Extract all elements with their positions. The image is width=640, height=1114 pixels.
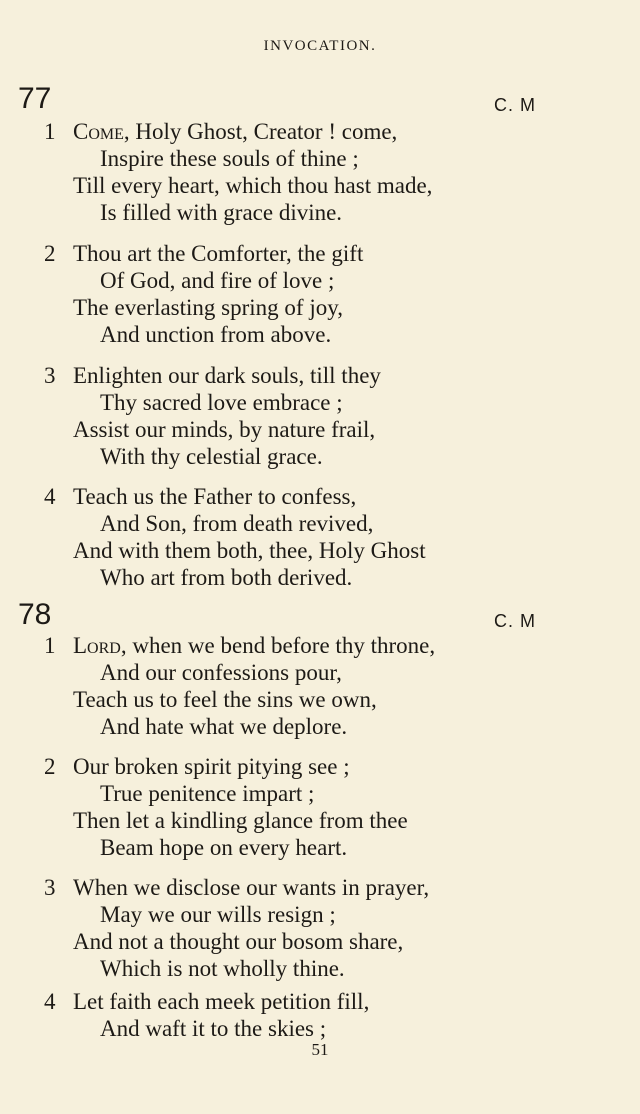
verse-line [0, 389, 640, 416]
verse-line [0, 1015, 640, 1042]
verse-text: And not a thought our bosom share, [73, 929, 404, 954]
hymn-header [0, 82, 640, 122]
verse-text-rest: Enlighten our dark souls, till they [73, 363, 381, 388]
verse-line [0, 686, 640, 713]
verse-line [0, 874, 640, 901]
verse-line [0, 834, 640, 861]
stanza [0, 874, 640, 982]
verse-text [73, 988, 369, 1015]
verse-text: And with them both, thee, Holy Ghost [73, 538, 426, 563]
verse-lead-word: Lord, [73, 633, 127, 658]
verse-text [73, 483, 356, 510]
verse-text: Teach us to feel the sins we own, [73, 687, 377, 712]
verse-text [73, 240, 363, 267]
verse-line [0, 901, 640, 928]
verse-line [0, 483, 640, 510]
verse-text-rest: when we bend before thy throne, [126, 633, 436, 658]
hymn-number: 77 [18, 82, 52, 115]
verse-text-rest: Let faith each meek petition fill, [73, 989, 370, 1014]
verse-line [0, 955, 640, 982]
stanza [0, 362, 640, 470]
verse-line [0, 362, 640, 389]
verse-line [0, 564, 640, 591]
stanza-number: 2 [44, 241, 56, 266]
verse-line [0, 443, 640, 470]
verse-line [0, 713, 640, 740]
verse-text [73, 753, 350, 780]
verse-text: Beam hope on every heart. [100, 835, 348, 860]
hymn-meter: C. M [494, 95, 536, 115]
verse-text: Which is not wholly thine. [100, 956, 345, 981]
verse-text-rest: When we disclose our wants in prayer, [73, 875, 430, 900]
verse-text-rest: Thou art the Comforter, the gift [73, 241, 364, 266]
verse-line [0, 988, 640, 1015]
verse-line [0, 807, 640, 834]
verse-line [0, 118, 640, 145]
stanza [0, 240, 640, 348]
stanza [0, 118, 640, 226]
verse-line [0, 928, 640, 955]
verse-text: And unction from above. [100, 322, 332, 347]
verse-line [0, 267, 640, 294]
stanza-number: 2 [44, 754, 56, 779]
verse-line [0, 240, 640, 267]
verse-line [0, 145, 640, 172]
verse-text [73, 874, 429, 901]
verse-text: May we our wills resign ; [100, 902, 336, 927]
verse-text: And our confessions pour, [100, 660, 342, 685]
verse-line [0, 294, 640, 321]
stanza-number: 4 [44, 484, 56, 509]
verse-line [0, 416, 640, 443]
stanza-number: 1 [44, 119, 56, 144]
hymn-meter: C. M [494, 611, 536, 631]
verse-lead-word: Come, [73, 119, 130, 144]
verse-text [73, 632, 435, 659]
running-head: INVOCATION. [263, 38, 377, 54]
stanza-number: 1 [44, 633, 56, 658]
stanza [0, 632, 640, 740]
verse-text: And Son, from death revived, [100, 511, 374, 536]
verse-text: Inspire these souls of thine ; [100, 146, 359, 171]
verse-line [0, 780, 640, 807]
verse-text-rest: Teach us the Father to confess, [73, 484, 357, 509]
verse-text [73, 118, 397, 145]
verse-line [0, 632, 640, 659]
verse-text: Is filled with grace divine. [100, 200, 343, 225]
verse-text: Assist our minds, by nature frail, [73, 417, 376, 442]
verse-text: Who art from both derived. [100, 565, 353, 590]
verse-text: And waft it to the skies ; [100, 1016, 327, 1041]
verse-line [0, 510, 640, 537]
verse-text: True penitence impart ; [100, 781, 315, 806]
stanza [0, 988, 640, 1042]
verse-text: Of God, and fire of love ; [100, 268, 335, 293]
hymn-number: 78 [18, 598, 52, 631]
verse-text: Then let a kindling glance from thee [73, 808, 408, 833]
stanza-number: 4 [44, 989, 56, 1014]
verse-line [0, 172, 640, 199]
stanza [0, 483, 640, 591]
page-number: 51 [311, 1040, 329, 1059]
verse-text [73, 362, 381, 389]
verse-text: Thy sacred love embrace ; [100, 390, 343, 415]
stanza [0, 753, 640, 861]
verse-line [0, 753, 640, 780]
verse-text-rest: Holy Ghost, Creator ! come, [129, 119, 398, 144]
stanza-number: 3 [44, 875, 56, 900]
verse-line [0, 199, 640, 226]
verse-text: The everlasting spring of joy, [73, 295, 343, 320]
verse-text-rest: Our broken spirit pitying see ; [73, 754, 350, 779]
verse-text: Till every heart, which thou hast made, [73, 173, 433, 198]
verse-line [0, 537, 640, 564]
stanza-number: 3 [44, 363, 56, 388]
verse-text: With thy celestial grace. [100, 444, 323, 469]
verse-line [0, 321, 640, 348]
verse-text: And hate what we deplore. [100, 714, 348, 739]
verse-line [0, 659, 640, 686]
